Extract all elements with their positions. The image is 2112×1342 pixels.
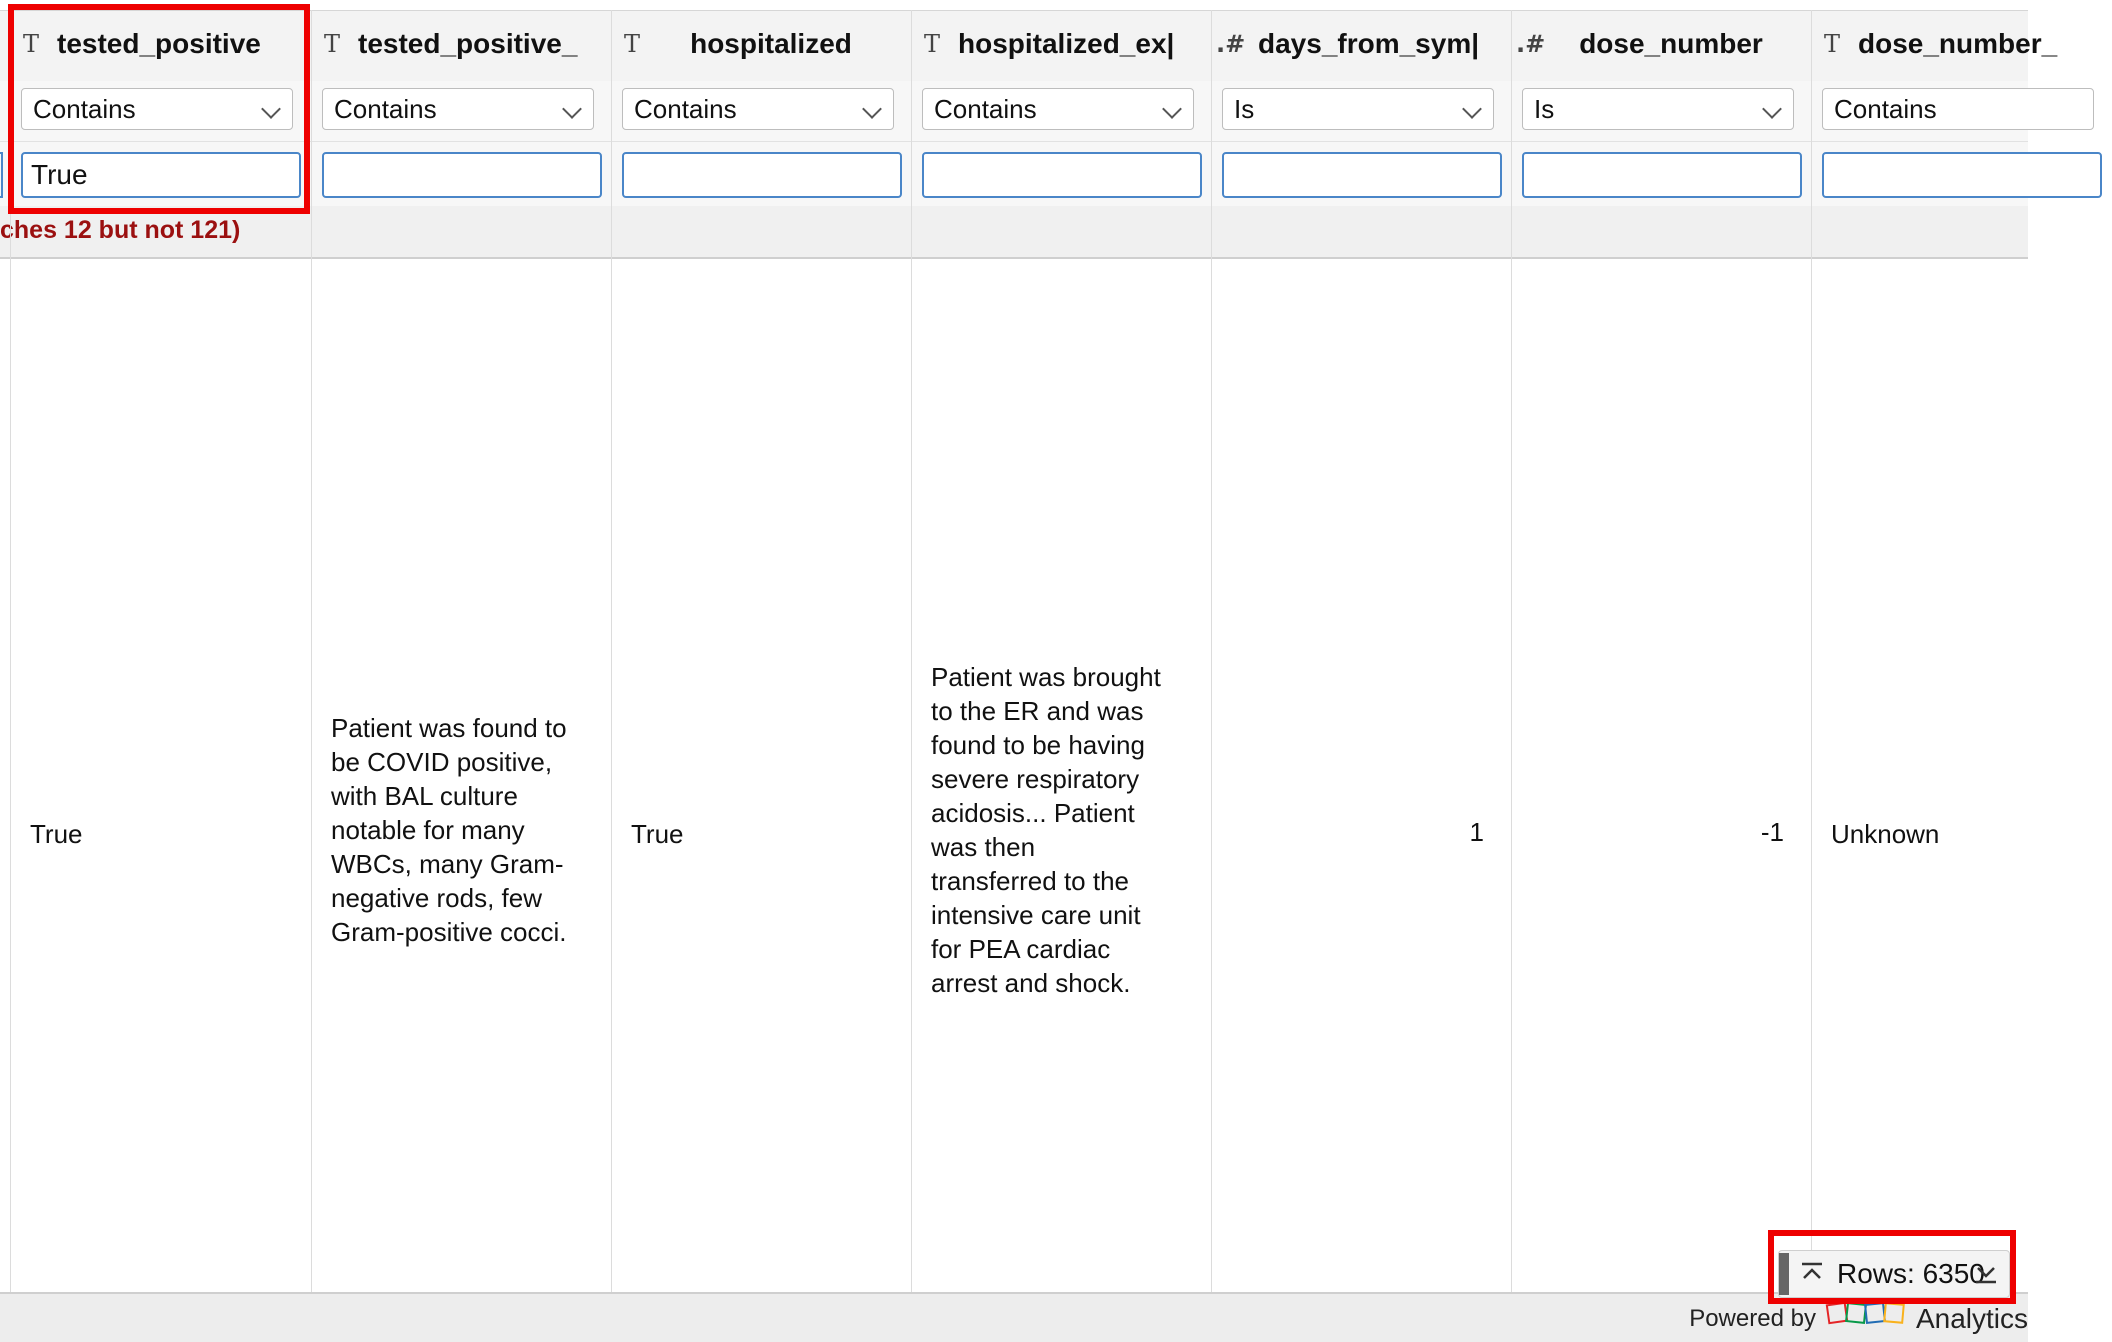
chevron-down-icon — [862, 99, 882, 119]
filter-operator-select[interactable] — [922, 88, 1194, 130]
chevron-down-icon — [1462, 99, 1482, 119]
chevron-down-icon — [562, 99, 582, 119]
text-type-icon: T — [23, 30, 40, 58]
table-cell — [612, 260, 912, 1292]
powered-by-label: Powered by — [1689, 1304, 1816, 1332]
cell-text: True — [631, 819, 684, 849]
highlight-box-rows — [1768, 1230, 2016, 1304]
text-type-icon: T — [624, 30, 641, 58]
filter-value-input[interactable] — [1222, 152, 1502, 198]
cell-text: True — [30, 819, 83, 849]
column-dose-number-explanation — [1811, 10, 2112, 1292]
column-header[interactable] — [612, 10, 912, 80]
table-cell — [1212, 260, 1512, 1292]
filter-operator-select[interactable] — [1222, 88, 1494, 130]
number-type-icon: .# — [1216, 30, 1246, 58]
filter-value-input[interactable] — [1522, 152, 1802, 198]
cell-number: -1 — [1760, 817, 1784, 847]
column-header[interactable] — [912, 10, 1212, 80]
table-cell — [312, 260, 612, 1292]
column-title[interactable]: tested_positive — [57, 28, 261, 59]
column-hospitalized — [611, 10, 912, 1292]
table-cell — [1812, 260, 2112, 1292]
highlight-box-filter — [8, 4, 310, 214]
column-header[interactable] — [1812, 10, 2112, 80]
table-cell — [912, 260, 1212, 1292]
filter-value-input[interactable] — [622, 152, 902, 198]
table-cell — [1512, 260, 1812, 1292]
column-title[interactable]: hospitalized — [690, 28, 852, 59]
text-type-icon: T — [324, 30, 341, 58]
column-hospitalized-explanation — [911, 10, 1212, 1292]
offscreen-input-edge — [0, 152, 3, 198]
column-header[interactable] — [312, 10, 612, 80]
filter-operator-value: Contains — [1834, 94, 1937, 124]
chevron-down-icon — [1762, 99, 1782, 119]
cell-number: 1 — [1469, 817, 1484, 847]
chevron-down-icon — [1162, 99, 1182, 119]
filter-value-input[interactable]: True — [21, 152, 301, 198]
cell-text: Unknown — [1831, 819, 1940, 849]
filter-operator-value: Contains — [33, 94, 136, 124]
column-title[interactable]: dose_number — [1579, 28, 1763, 59]
column-title[interactable]: hospitalized_ex| — [958, 28, 1175, 59]
filter-operator-value: Contains — [334, 94, 437, 124]
filter-value-input[interactable] — [322, 152, 602, 198]
filter-message: ches 12 but not 121) — [0, 216, 241, 244]
filter-operator-value: Is — [1534, 94, 1555, 124]
filter-value-input[interactable] — [922, 152, 1202, 198]
brand-name: Analytics — [1915, 1302, 2028, 1334]
column-title[interactable]: dose_number_ — [1858, 28, 2058, 59]
cell-text: Patient was brought to the ER and was found to be having severe respiratory acidosis... Patient was then transferred to the intensive care unit for PEA cardiac arrest and shock. — [931, 662, 1161, 998]
column-dose-number — [1511, 10, 1812, 1292]
column-title[interactable]: days_from_sym| — [1258, 28, 1480, 59]
column-header[interactable] — [1512, 10, 1812, 80]
filter-operator-select[interactable] — [622, 88, 894, 130]
filter-operator-select[interactable] — [1522, 88, 1794, 130]
powered-by — [1689, 1300, 2028, 1337]
filter-operator-value: Contains — [934, 94, 1037, 124]
column-title[interactable]: tested_positive_ — [358, 28, 578, 59]
filter-operator-select[interactable] — [322, 88, 594, 130]
column-tested-positive-explanation — [311, 10, 612, 1292]
zoho-logo-icon — [1826, 1300, 1906, 1337]
number-type-icon: .# — [1516, 30, 1546, 58]
column-days-from-symptom — [1211, 10, 1512, 1292]
filter-operator-select[interactable] — [1822, 88, 2094, 130]
rows-count: Rows: 6350 — [1837, 1258, 1985, 1289]
column-header[interactable] — [1212, 10, 1512, 80]
cell-text: Patient was found to be COVID positive, with BAL culture notable for many WBCs, many Gram- negative rods, few Gram-positive cocci. — [331, 713, 567, 947]
filter-operator-value: Is — [1234, 94, 1255, 124]
text-type-icon: T — [924, 30, 941, 58]
filter-operator-value: Contains — [634, 94, 737, 124]
text-type-icon: T — [1824, 30, 1841, 58]
table-cell — [11, 260, 311, 1292]
filter-value-input[interactable] — [1822, 152, 2102, 198]
